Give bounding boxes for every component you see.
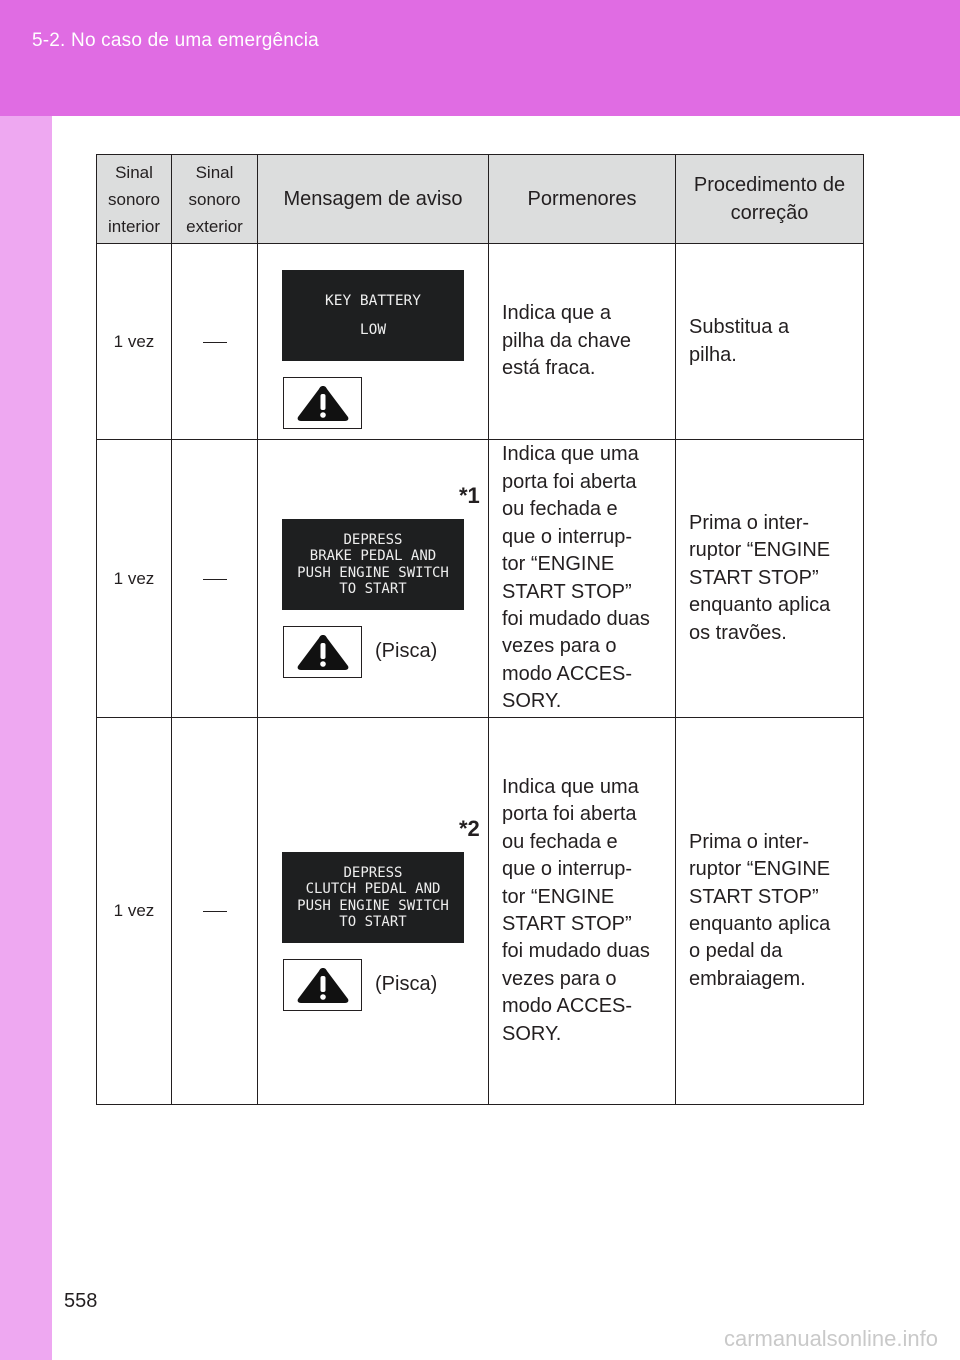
warning-light-box bbox=[283, 377, 362, 429]
side-band bbox=[0, 116, 52, 1360]
watermark: carmanualsonline.info bbox=[723, 1326, 938, 1351]
col-header-message: Mensagem de aviso bbox=[258, 155, 489, 244]
display-message: DEPRESS BRAKE PEDAL AND PUSH ENGINE SWITCH TO START bbox=[282, 519, 464, 610]
exterior-beep-cell bbox=[172, 440, 258, 718]
dash-mark bbox=[203, 579, 227, 580]
procedure-cell: Substitua a pilha. bbox=[676, 244, 864, 440]
procedure-cell: Prima o inter- ruptor “ENGINE START STOP” enquanto aplica o pedal da embraiagem. bbox=[676, 718, 864, 1105]
warning-triangle-icon bbox=[295, 632, 351, 672]
interior-beep-cell: 1 vez bbox=[97, 244, 172, 440]
col-header-procedure: Procedimento de correção bbox=[676, 155, 864, 244]
warning-triangle-icon bbox=[295, 383, 351, 423]
warning-triangle-icon bbox=[295, 965, 351, 1005]
col-header-exterior: Sinal sonoro exterior bbox=[172, 155, 258, 244]
header-band bbox=[0, 0, 960, 116]
table-row bbox=[97, 718, 864, 1105]
warning-light-box bbox=[283, 959, 362, 1011]
procedure-cell: Prima o inter- ruptor “ENGINE START STOP” enquanto aplica os travões. bbox=[676, 440, 864, 718]
message-cell bbox=[258, 244, 489, 440]
interior-beep-cell: 1 vez bbox=[97, 718, 172, 1105]
table-row bbox=[97, 440, 864, 718]
message-cell bbox=[258, 440, 489, 718]
details-cell: Indica que uma porta foi aberta ou fechada e que o interrup- tor “ENGINE START STOP” foi mudado duas vezes para o modo ACCES- SORY. bbox=[489, 718, 676, 1105]
blink-label: (Pisca) bbox=[375, 640, 438, 662]
details-cell: Indica que a pilha da chave está fraca. bbox=[489, 244, 676, 440]
exterior-beep-cell bbox=[172, 244, 258, 440]
warning-light-box bbox=[283, 626, 362, 678]
exterior-beep-cell bbox=[172, 718, 258, 1105]
details-cell: Indica que uma porta foi aberta ou fechada e que o interrup- tor “ENGINE START STOP” foi mudado duas vezes para o modo ACCES- SORY. bbox=[489, 440, 676, 718]
dash-mark bbox=[203, 342, 227, 343]
col-header-interior: Sinal sonoro interior bbox=[97, 155, 172, 244]
table-header-row bbox=[97, 155, 864, 244]
footnote-marker: *1 bbox=[459, 483, 480, 508]
display-message: KEY BATTERY LOW bbox=[282, 270, 464, 361]
blink-label: (Pisca) bbox=[375, 973, 438, 995]
page-number: 558 bbox=[64, 1290, 98, 1312]
warning-table bbox=[96, 154, 864, 1105]
footnote-marker: *2 bbox=[459, 816, 480, 841]
col-header-details: Pormenores bbox=[489, 155, 676, 244]
display-message: DEPRESS CLUTCH PEDAL AND PUSH ENGINE SWITCH TO START bbox=[282, 852, 464, 943]
message-cell bbox=[258, 718, 489, 1105]
interior-beep-cell: 1 vez bbox=[97, 440, 172, 718]
table-row bbox=[97, 244, 864, 440]
dash-mark bbox=[203, 911, 227, 912]
section-title: 5-2. No caso de uma emergência bbox=[32, 30, 319, 51]
